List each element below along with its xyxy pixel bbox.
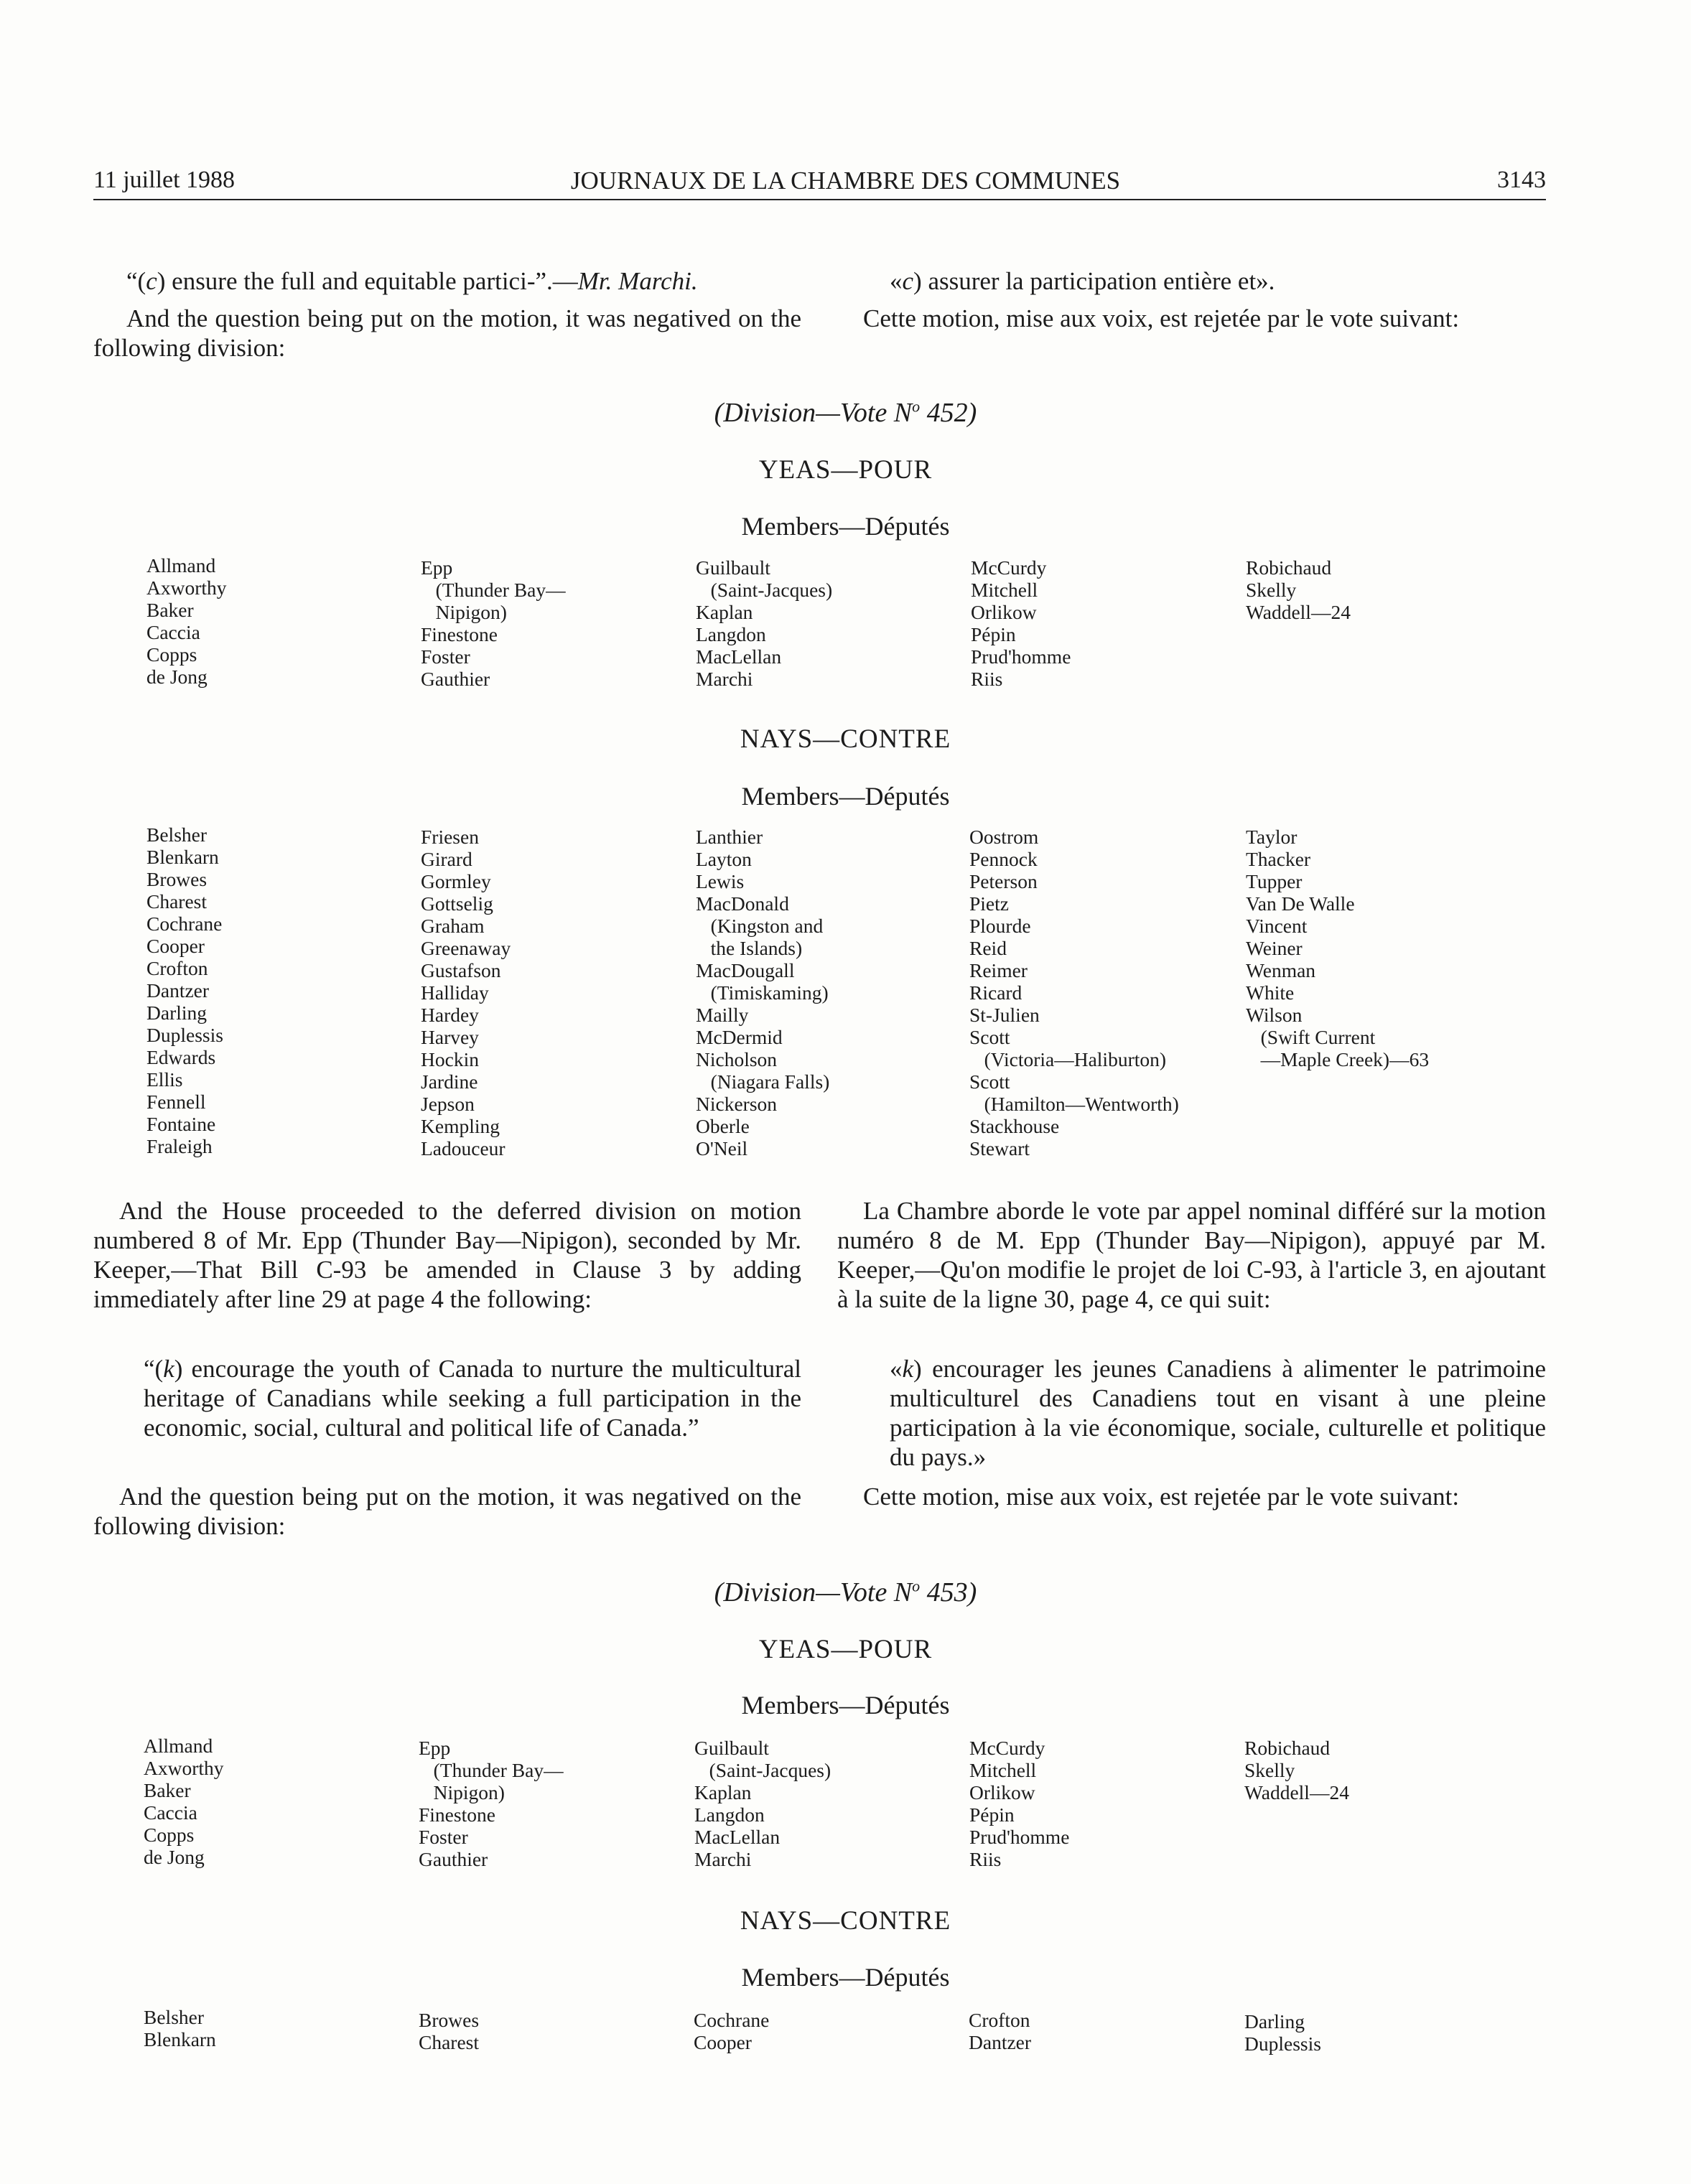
member-name: Nicholson: [696, 1048, 778, 1070]
member-name: Pépin: [969, 1803, 1015, 1826]
member-name: MacDonald: [696, 892, 789, 915]
member-name: Foster: [421, 645, 470, 668]
member-name: McCurdy: [971, 556, 1047, 579]
division-453-yeas-col-3: [694, 1737, 831, 1870]
member-name: Langdon: [694, 1803, 765, 1826]
member-name: Duplessis: [146, 1024, 223, 1046]
member-name: Epp: [421, 556, 453, 579]
member-name: Waddell—24: [1244, 1781, 1349, 1803]
division-452-yeas-heading: YEAS—POUR: [758, 455, 933, 485]
member-name: Crofton: [146, 957, 208, 979]
division-453-yeas-col-5: [1244, 1737, 1349, 1803]
division-452-nays-col-5: [1246, 826, 1429, 1070]
member-name: Gottselig: [421, 892, 493, 915]
member-name: Edwards: [146, 1046, 216, 1068]
member-name: Kempling: [421, 1115, 500, 1137]
member-name: Caccia: [146, 621, 200, 643]
member-name: (Swift Current: [1246, 1026, 1376, 1048]
member-name: Crofton: [969, 2009, 1030, 2031]
member-name: Oostrom: [969, 826, 1039, 848]
member-name: Waddell—24: [1246, 601, 1351, 623]
member-name: Pennock: [969, 848, 1038, 870]
member-name: Cooper: [694, 2031, 752, 2053]
member-name: Finestone: [419, 1803, 495, 1826]
member-name: Cochrane: [146, 913, 223, 935]
member-name: Cooper: [146, 935, 205, 957]
page-number: 3143: [1497, 167, 1546, 193]
member-name: Oberle: [696, 1115, 750, 1137]
member-name: Charest: [419, 2031, 480, 2053]
en-question-paragraph-2: And the question being put on the motion, it was negatived on the following division:: [93, 1483, 801, 1540]
member-name: Robichaud: [1246, 556, 1332, 579]
member-name: Fraleigh: [146, 1135, 213, 1157]
member-name: Peterson: [969, 870, 1038, 892]
member-name: Prud'homme: [969, 1826, 1070, 1848]
member-name: McDermid: [696, 1026, 783, 1048]
member-name: White: [1246, 981, 1295, 1004]
division-453-yeas-col-2: [419, 1737, 564, 1870]
member-name: St-Julien: [969, 1004, 1040, 1026]
member-name: Lanthier: [696, 826, 763, 848]
division-452-yeas-col-2: [421, 556, 566, 690]
member-name: Scott: [969, 1070, 1010, 1093]
member-name: Plourde: [969, 915, 1031, 937]
member-name: Copps: [144, 1824, 195, 1846]
division-453-yeas-heading: YEAS—POUR: [758, 1635, 933, 1664]
member-name: Taylor: [1246, 826, 1298, 848]
division-453-nays-col-4: [969, 2009, 1031, 2053]
member-name: (Timiskaming): [696, 981, 829, 1004]
member-name: Gormley: [421, 870, 491, 892]
member-name: Allmand: [146, 554, 216, 577]
en-motion-paragraph: And the House proceeded to the deferred division on motion numbered 8 of Mr. Epp (Thunder Bay—Nipigon), seconded by Mr. Keeper,—That Bill C-93 be amended in Clause 3 by adding immediately after line 29 at page 4 the following:: [93, 1197, 801, 1313]
division-453-nays-col-2: [419, 2009, 479, 2053]
division-452-nays-col-2: [421, 826, 511, 1159]
member-name: Gauthier: [421, 668, 490, 690]
member-name: Nipigon): [421, 601, 507, 623]
member-name: Nickerson: [696, 1093, 778, 1115]
member-name: Layton: [696, 848, 752, 870]
member-name: Langdon: [696, 623, 766, 645]
member-name: de Jong: [146, 666, 208, 688]
member-name: Darling: [146, 1002, 208, 1024]
member-name: Graham: [421, 915, 485, 937]
member-name: (Saint-Jacques): [696, 579, 833, 601]
member-name: Stackhouse: [969, 1115, 1060, 1137]
member-name: Duplessis: [1244, 2033, 1321, 2055]
member-name: Finestone: [421, 623, 498, 645]
member-name: Pépin: [971, 623, 1016, 645]
member-name: Weiner: [1246, 937, 1303, 959]
division-452-yeas-col-3: [696, 556, 832, 690]
member-name: Robichaud: [1244, 1737, 1331, 1759]
member-name: Kaplan: [694, 1781, 752, 1803]
division-452-yeas-members-heading: Members—Députés: [741, 512, 950, 541]
member-name: Allmand: [144, 1735, 213, 1757]
member-name: Riis: [969, 1848, 1002, 1870]
member-name: Skelly: [1246, 579, 1297, 601]
member-name: Greenaway: [421, 937, 511, 959]
en-amendment-quote: “(c) ensure the full and equitable partici-”.—Mr. Marchi.: [126, 267, 698, 295]
fr-motion-quote: «k) encourager les jeunes Canadiens à alimenter le patrimoine multiculturel des Canadiens tout en visant à une pleine participation à la vie économique, sociale, culturelle et politique du pays.»: [890, 1355, 1546, 1471]
division-453-yeas-col-1: [144, 1735, 224, 1868]
member-name: Dantzer: [969, 2031, 1032, 2053]
member-name: Fontaine: [146, 1113, 216, 1135]
member-name: Riis: [971, 668, 1003, 690]
member-name: Cochrane: [694, 2009, 770, 2031]
member-name: Dantzer: [146, 979, 210, 1002]
division-452-yeas-col-5: [1246, 556, 1351, 623]
member-name: O'Neil: [696, 1137, 748, 1159]
member-name: Mitchell: [971, 579, 1038, 601]
division-453-yeas-members-heading: Members—Députés: [741, 1691, 950, 1719]
member-name: Belsher: [146, 823, 208, 846]
division-452-nays-members-heading: Members—Députés: [741, 782, 950, 811]
fr-motion-paragraph: La Chambre aborde le vote par appel nominal différé sur la motion numéro 8 de M. Epp (Thunder Bay—Nipigon), appuyé par M. Keeper,—Qu'on modifie le projet de loi C-93, à l'article 3, en ajoutant à la suite de la ligne 30, page 4, ce qui suit:: [837, 1197, 1546, 1313]
member-name: Ellis: [146, 1068, 183, 1091]
en-question-paragraph: And the question being put on the motion, it was negatived on the following division:: [93, 304, 801, 362]
member-name: Reimer: [969, 959, 1028, 981]
member-name: the Islands): [696, 937, 803, 959]
member-name: Charest: [146, 890, 208, 913]
division-452-nays-col-3: [696, 826, 829, 1159]
member-name: Foster: [419, 1826, 468, 1848]
header-rule: [93, 199, 1546, 200]
member-name: Skelly: [1244, 1759, 1295, 1781]
member-name: Ricard: [969, 981, 1022, 1004]
division-452-nays-col-1: [146, 823, 223, 1157]
division-453-title: (Division—Vote $N^o$ 453): [714, 1577, 977, 1607]
division-453-nays-col-3: [694, 2009, 769, 2053]
member-name: —Maple Creek)—63: [1246, 1048, 1430, 1070]
member-name: Gustafson: [421, 959, 501, 981]
member-name: Orlikow: [971, 601, 1037, 623]
member-name: Reid: [969, 937, 1007, 959]
member-name: Nipigon): [419, 1781, 505, 1803]
member-name: (Kingston and: [696, 915, 824, 937]
member-name: (Hamilton—Wentworth): [969, 1093, 1179, 1115]
member-name: Friesen: [421, 826, 479, 848]
fr-amendment-quote: «c) assurer la participation entière et».: [890, 267, 1275, 295]
member-name: MacLellan: [694, 1826, 781, 1848]
member-name: (Thunder Bay—: [419, 1759, 564, 1781]
member-name: Prud'homme: [971, 645, 1071, 668]
member-name: (Victoria—Haliburton): [969, 1048, 1167, 1070]
division-453-yeas-col-4: [969, 1737, 1069, 1870]
member-name: Scott: [969, 1026, 1010, 1048]
member-name: Kaplan: [696, 601, 753, 623]
division-453-nays-col-5: [1244, 2010, 1321, 2055]
member-name: Browes: [146, 868, 208, 890]
member-name: Wenman: [1246, 959, 1316, 981]
division-453-nays-col-1: [144, 2006, 216, 2050]
member-name: Baker: [146, 599, 194, 621]
member-name: Marchi: [694, 1848, 752, 1870]
member-name: MacLellan: [696, 645, 782, 668]
member-name: de Jong: [144, 1846, 205, 1868]
member-name: Pietz: [969, 892, 1009, 915]
member-name: (Saint-Jacques): [694, 1759, 831, 1781]
member-name: Hardey: [421, 1004, 479, 1026]
member-name: Vincent: [1246, 915, 1308, 937]
member-name: Van De Walle: [1246, 892, 1355, 915]
member-name: Halliday: [421, 981, 489, 1004]
member-name: Browes: [419, 2009, 480, 2031]
member-name: MacDougall: [696, 959, 795, 981]
member-name: Mailly: [696, 1004, 749, 1026]
member-name: Jardine: [421, 1070, 478, 1093]
member-name: Blenkarn: [144, 2028, 216, 2050]
member-name: Mitchell: [969, 1759, 1037, 1781]
member-name: Ladouceur: [421, 1137, 506, 1159]
member-name: Darling: [1244, 2010, 1305, 2033]
member-name: Blenkarn: [146, 846, 219, 868]
member-name: Guilbault: [696, 556, 770, 579]
fr-question-paragraph-2: Cette motion, mise aux voix, est rejetée par le vote suivant:: [863, 1483, 1460, 1511]
member-name: Jepson: [421, 1093, 475, 1115]
member-name: Stewart: [969, 1137, 1030, 1159]
division-452-nays-col-4: [969, 826, 1179, 1159]
header-date: 11 juillet 1988: [93, 167, 236, 193]
member-name: Baker: [144, 1779, 191, 1801]
member-name: Wilson: [1246, 1004, 1303, 1026]
member-name: Hockin: [421, 1048, 479, 1070]
division-453-nays-heading: NAYS—CONTRE: [740, 1906, 951, 1936]
member-name: Epp: [419, 1737, 451, 1759]
member-name: Gauthier: [419, 1848, 488, 1870]
member-name: Lewis: [696, 870, 745, 892]
division-452-nays-heading: NAYS—CONTRE: [740, 724, 951, 754]
division-452-title: (Division—Vote $N^o$ 452): [714, 397, 977, 428]
member-name: Belsher: [144, 2006, 205, 2028]
en-motion-quote: “(k) encourage the youth of Canada to nurture the multicultural heritage of Canadians while seeking a full participation in the economic, social, cultural and political life of Canada.”: [144, 1355, 801, 1442]
fr-question-paragraph: Cette motion, mise aux voix, est rejetée par le vote suivant:: [863, 304, 1460, 332]
member-name: Guilbault: [694, 1737, 769, 1759]
member-name: Harvey: [421, 1026, 479, 1048]
member-name: Axworthy: [144, 1757, 224, 1779]
member-name: Caccia: [144, 1801, 197, 1824]
division-452-yeas-col-1: [146, 554, 227, 688]
member-name: Tupper: [1246, 870, 1303, 892]
member-name: Orlikow: [969, 1781, 1035, 1803]
division-452-yeas-col-4: [971, 556, 1071, 690]
member-name: Fennell: [146, 1091, 206, 1113]
division-453-nays-members-heading: Members—Députés: [741, 1963, 950, 1992]
member-name: (Thunder Bay—: [421, 579, 566, 601]
member-name: Copps: [146, 643, 197, 666]
member-name: Marchi: [696, 668, 753, 690]
member-name: McCurdy: [969, 1737, 1045, 1759]
member-name: Axworthy: [146, 577, 227, 599]
member-name: Girard: [421, 848, 472, 870]
journal-title: JOURNAUX DE LA CHAMBRE DES COMMUNES: [570, 167, 1121, 195]
member-name: (Niagara Falls): [696, 1070, 830, 1093]
member-name: Thacker: [1246, 848, 1311, 870]
